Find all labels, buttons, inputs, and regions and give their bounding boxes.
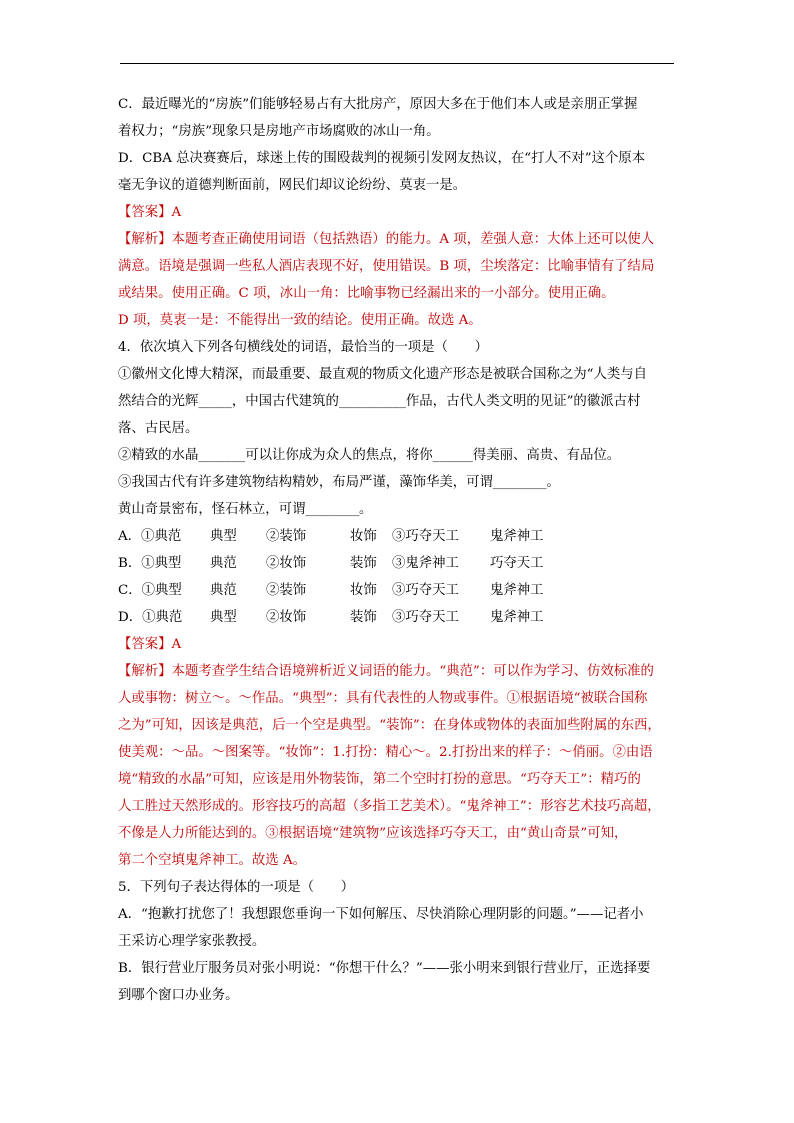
- q4-sentence-2: ②精致的水晶_______可以让你成为众人的焦点，将你______得美丽、高贵、有品位。: [118, 448, 621, 463]
- q4-option-a-col-6: 鬼斧神工: [490, 529, 544, 544]
- q4-option-c-col-5: ③巧夺天工: [392, 583, 459, 598]
- q4-option-d-col-1: D．①典范: [118, 610, 183, 625]
- q4-option-c-col-1: C．①典型: [118, 583, 182, 598]
- q4-sentence-4: 黄山奇景密布，怪石林立，可谓________。: [118, 502, 373, 517]
- q3-answer: 【答案】A: [118, 205, 182, 220]
- q4-stem: 4．依次填入下列各句横线处的词语，最恰当的一项是（ ）: [118, 340, 489, 355]
- q3-analysis-line-3: 或结果。使用正确。C 项，冰山一角：比喻事物已经漏出来的一小部分。使用正确。: [118, 286, 615, 301]
- q4-option-a-col-1: A．①典范: [118, 529, 182, 544]
- q5-option-a-line-2: 王采访心理学家张教授。: [118, 934, 266, 949]
- q4-analysis-line-2: 人或事物：树立～。～作品。“典型”：具有代表性的人物或事件。①根据语境“被联合国称: [118, 691, 648, 706]
- q5-stem: 5．下列句子表达得体的一项是（ ）: [118, 880, 355, 895]
- q4-option-a-col-4: 妆饰: [350, 529, 377, 544]
- q4-analysis-line-7: 不像是人力所能达到的。③根据语境“建筑物”应该选择巧夺天工，由“黄山奇景”可知，: [118, 826, 628, 841]
- q4-option-a-col-5: ③巧夺天工: [392, 529, 459, 544]
- document-body: [118, 91, 678, 1009]
- q3-option-c-line-1: C．最近曝光的“房族”们能够轻易占有大批房产，原因大多在于他们本人或是亲朋正掌握: [118, 97, 638, 112]
- q3-option-d-line-1: D．CBA 总决赛赛后，球迷上传的围殴裁判的视频引发网友热议，在“打人不对”这个原本: [118, 151, 646, 166]
- q4-option-b-col-1: B．①典型: [118, 556, 182, 571]
- q4-analysis-line-5: 境“精致的水晶”可知，应该是用外物装饰，第二个空时打扮的意思。“巧夺天工”：精巧的: [118, 772, 641, 787]
- q4-analysis-line-1: 【解析】本题考查学生结合语境辨析近义词语的能力。“典范”：可以作为学习、仿效标准的: [118, 664, 654, 679]
- q4-option-c-col-3: ②装饰: [266, 583, 307, 598]
- q4-option-a-col-3: ②装饰: [266, 529, 307, 544]
- q4-sentence-1-line-2: 然结合的光辉_____，中国古代建筑的__________作品，古代人类文明的见证”的徽派古村: [118, 394, 641, 409]
- q5-option-b-line-1: B．银行营业厅服务员对张小明说：“你想干什么？”——张小明来到银行营业厅，正选择要: [118, 961, 651, 976]
- q4-option-b-col-3: ②妆饰: [266, 556, 307, 571]
- q4-option-d-col-2: 典型: [210, 610, 237, 625]
- q4-option-d-col-3: ②妆饰: [266, 610, 307, 625]
- q4-sentence-1-line-3: 落、古民居。: [118, 421, 199, 436]
- q4-option-b: [118, 550, 678, 577]
- q4-option-d-col-6: 鬼斧神工: [490, 610, 544, 625]
- q4-analysis-line-6: 人工胜过天然形成的。形容技巧的高超（多指工艺美术）。“鬼斧神工”：形容艺术技巧高超，: [118, 799, 661, 814]
- q5-option-b-line-2: 到哪个窗口办业务。: [118, 988, 239, 1003]
- q4-analysis-line-8: 第二个空填鬼斧神工。故选 A。: [118, 853, 307, 868]
- header-rule: [120, 63, 674, 64]
- q4-option-a-col-2: 典型: [210, 529, 237, 544]
- q4-option-d: [118, 604, 678, 631]
- q4-answer: 【答案】A: [118, 637, 182, 652]
- q4-option-b-col-6: 巧夺天工: [490, 556, 544, 571]
- q3-analysis-line-4: D 项，莫衷一是：不能得出一致的结论。使用正确。故选 A。: [118, 313, 482, 328]
- q4-sentence-3: ③我国古代有许多建筑物结构精妙，布局严谨，藻饰华美，可谓________。: [118, 475, 560, 490]
- q4-option-b-col-4: 装饰: [350, 556, 377, 571]
- q5-option-a-line-1: A．“抱歉打扰您了！我想跟您垂询一下如何解压、尽快消除心理阴影的问题。”——记者小: [118, 907, 644, 922]
- q4-analysis-line-3: 之为”可知，因该是典范，后一个空是典型。“装饰”：在身体或物体的表面加些附属的东西，: [118, 718, 661, 733]
- q4-option-d-col-4: 装饰: [350, 610, 377, 625]
- q4-option-c: [118, 577, 678, 604]
- q3-option-d-line-2: 毫无争议的道德判断面前，网民们却议论纷纷、莫衷一是。: [118, 178, 467, 193]
- q4-option-a: [118, 523, 678, 550]
- q4-option-d-col-5: ③巧夺天工: [392, 610, 459, 625]
- q3-option-c-line-2: 着权力；“房族”现象只是房地产市场腐败的冰山一角。: [118, 124, 440, 139]
- q4-sentence-1-line-1: ①徽州文化博大精深，而最重要、最直观的物质文化遗产形态是被联合国称之为“人类与自: [118, 367, 648, 382]
- q4-option-c-col-6: 鬼斧神工: [490, 583, 544, 598]
- q3-analysis-line-1: 【解析】本题考查正确使用词语（包括熟语）的能力。A 项，差强人意：大体上还可以使人: [118, 232, 655, 247]
- q4-option-c-col-2: 典范: [210, 583, 237, 598]
- q4-analysis-line-4: 使美观：～品。～图案等。“妆饰”：1.打扮：精心～。2.打扮出来的样子：～俏丽。②由语: [118, 745, 653, 760]
- q4-option-c-col-4: 妆饰: [350, 583, 377, 598]
- q3-analysis-line-2: 满意。语境是强调一些私人酒店表现不好，使用错误。B 项，尘埃落定：比喻事情有了结局: [118, 259, 655, 274]
- q4-option-b-col-5: ③鬼斧神工: [392, 556, 459, 571]
- q4-option-b-col-2: 典范: [210, 556, 237, 571]
